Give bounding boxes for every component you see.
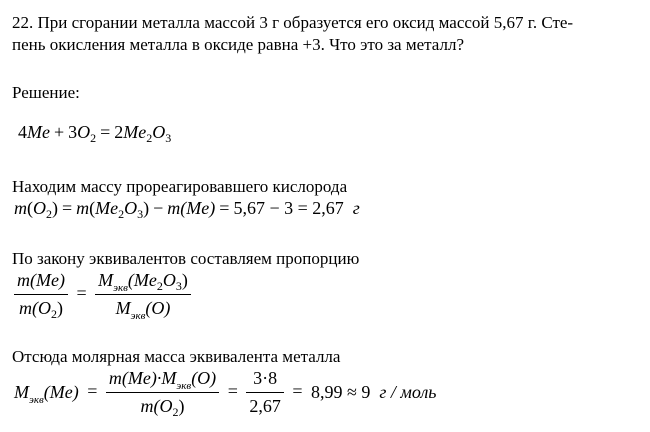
molar-fraction-1: $\frac{m(Me)\cdot M_{экв}(O)}{m(O_2)}$ — [106, 368, 219, 417]
step-3-text: Отсюда молярная масса эквивалента металла — [12, 347, 341, 366]
problem-line-1: 22. При сгорании металла массой 3 г образуется его оксид массой 5,67 г. Сте- — [12, 13, 574, 32]
solution-label: Решение: — [12, 83, 80, 102]
step-1-text: Находим массу прореагировавшего кислорода — [12, 177, 348, 196]
mass-o2-equation: $m(O_2) = m(Me_2O_3) - m(Me) = 5,67 - 3 = 2,67$ г — [14, 198, 360, 221]
step-2-text: По закону эквивалентов составляем пропорцию — [12, 249, 360, 268]
proportion-right-fraction: $\frac{M_{экв}(Me_2O_3)}{M_{экв}(O)}$ — [95, 270, 191, 319]
molar-fraction-2: $\frac{3\cdot 8}{2,67}$ — [246, 368, 284, 417]
proportion-equation: $\frac{m(Me)}{m(O_2)}$ = $\frac{M_{экв}(Me_2O_3)}{M_{экв}(O)}$ — [14, 270, 191, 319]
proportion-left-fraction: $\frac{m(Me)}{m(O_2)}$ — [14, 270, 68, 319]
molar-mass-equation: $M_{экв}(Me)$ = $\frac{m(Me)\cdot M_{экв}(O)}{m(O_2)}$ = $\frac{3\cdot 8}{2,67}$ = 8,99 ≈ 9 г / моль — [14, 368, 437, 419]
reaction-equation: $4Me + 3O_2 = 2Me_2O_3$ — [18, 122, 172, 145]
problem-line-2: пень окисления металла в оксиде равна +3. Что это за металл? — [12, 35, 465, 54]
